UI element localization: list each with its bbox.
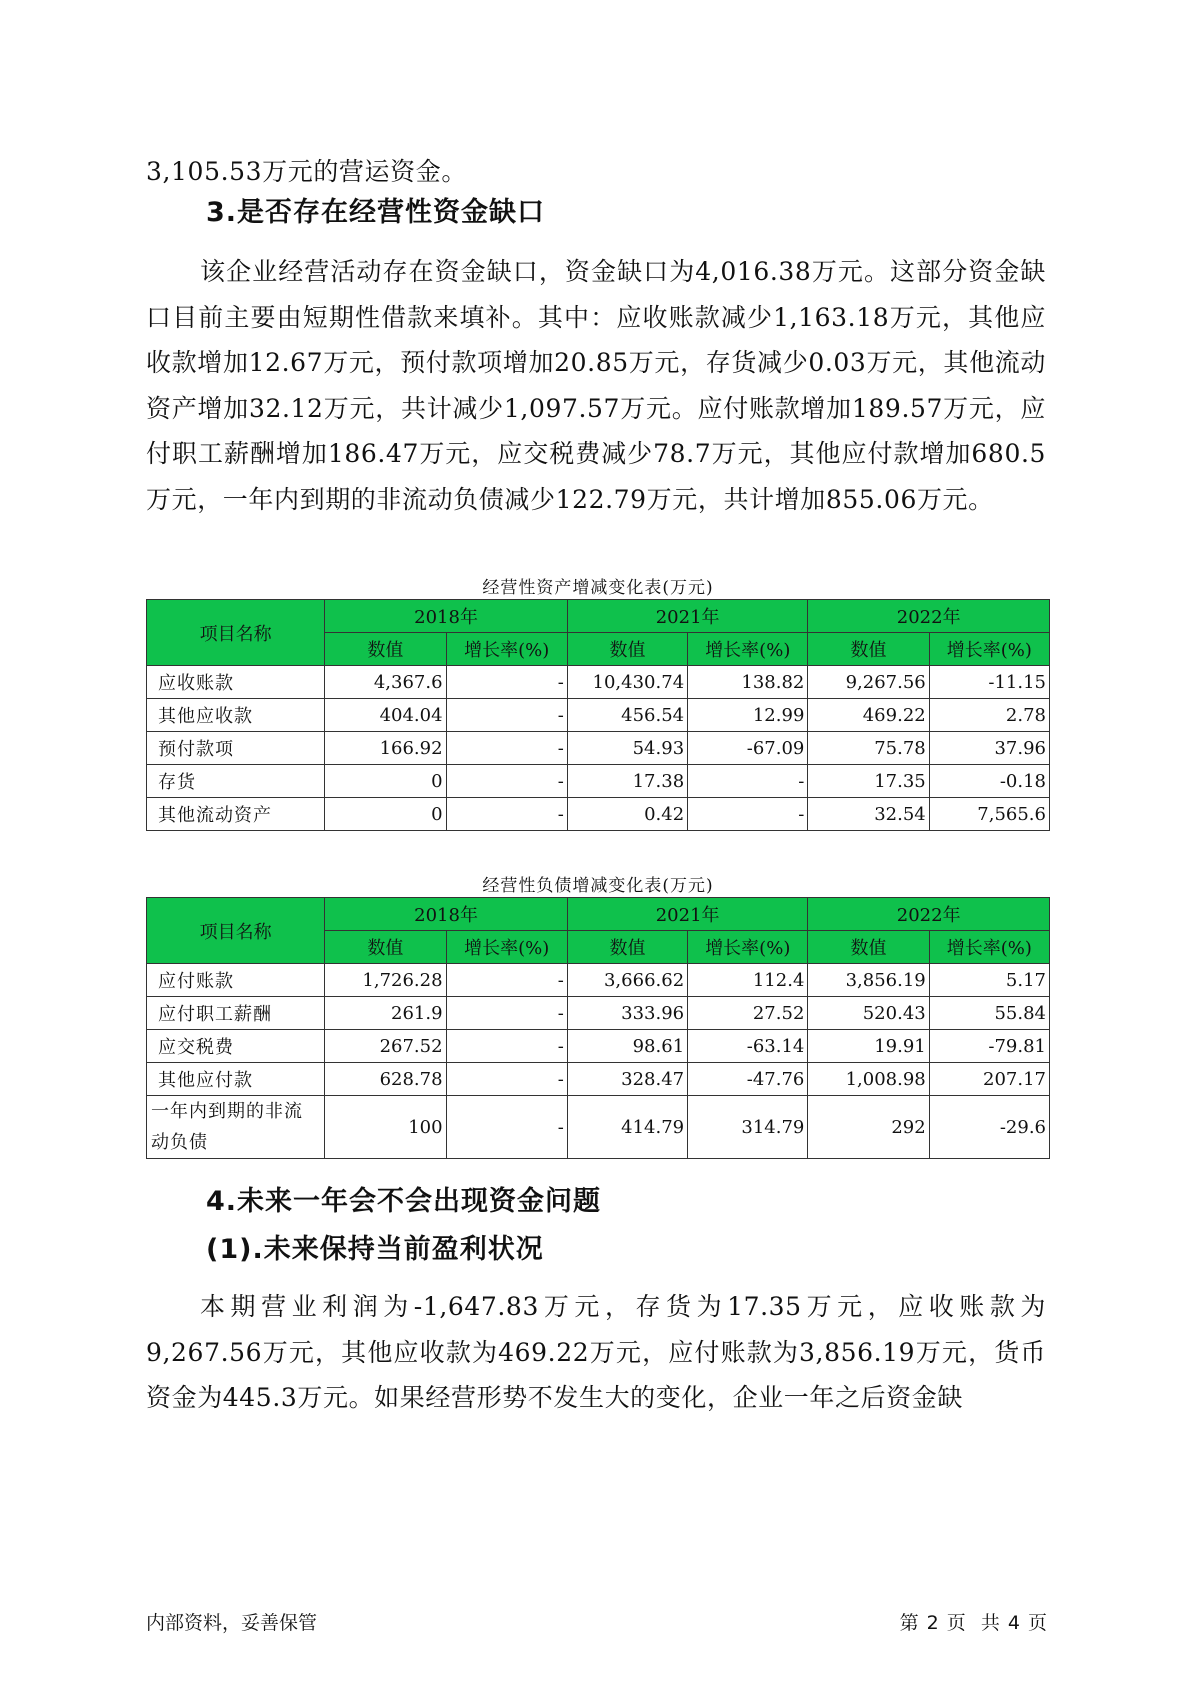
- table-row: [147, 997, 1050, 1030]
- value-2018: 261.9: [325, 997, 446, 1030]
- growth-2018: -: [446, 1030, 567, 1063]
- value-2021: 54.93: [567, 732, 687, 765]
- value-2022: 292: [808, 1096, 929, 1159]
- footer-page-number: 第 2 页 共 4 页: [899, 1612, 1048, 1634]
- table2-sub-value: 数值: [567, 931, 687, 964]
- growth-2018: -: [446, 997, 567, 1030]
- row-name: 预付款项: [147, 732, 325, 765]
- growth-2022: 7,565.6: [929, 798, 1049, 831]
- value-2018: 0: [325, 765, 446, 798]
- table-row: [147, 765, 1050, 798]
- row-name: 应交税费: [147, 1030, 325, 1063]
- growth-2021: -63.14: [688, 1030, 808, 1063]
- value-2022: 19.91: [808, 1030, 929, 1063]
- table2-sub-growth: 增长率(%): [929, 931, 1049, 964]
- value-2022: 9,267.56: [808, 666, 929, 699]
- table-row: [147, 1030, 1050, 1063]
- liability-change-table: [146, 897, 1050, 1159]
- subsection-heading-4-1: (1).未来保持当前盈利状况: [206, 1234, 544, 1265]
- table1-sub-growth: 增长率(%): [446, 633, 567, 666]
- asset-change-table: [146, 599, 1050, 831]
- growth-2018: -: [446, 765, 567, 798]
- growth-2018: -: [446, 1063, 567, 1096]
- value-2022: 469.22: [808, 699, 929, 732]
- growth-2022: -29.6: [929, 1096, 1049, 1159]
- table1-year-2021: 2021年: [567, 600, 808, 633]
- table1-sub-growth: 增长率(%): [929, 633, 1049, 666]
- table-row: [147, 699, 1050, 732]
- growth-2021: -: [688, 765, 808, 798]
- table1-year-2022: 2022年: [808, 600, 1050, 633]
- value-2021: 414.79: [567, 1096, 687, 1159]
- value-2018: 4,367.6: [325, 666, 446, 699]
- value-2018: 100: [325, 1096, 446, 1159]
- row-name: 存货: [147, 765, 325, 798]
- section-heading-4: 4.未来一年会不会出现资金问题: [206, 1186, 602, 1217]
- growth-2022: 55.84: [929, 997, 1049, 1030]
- growth-2018: -: [446, 964, 567, 997]
- growth-2022: -11.15: [929, 666, 1049, 699]
- table-row: [147, 666, 1050, 699]
- row-name: 应付账款: [147, 964, 325, 997]
- table2-year-2022: 2022年: [808, 898, 1050, 931]
- table1-sub-growth: 增长率(%): [688, 633, 808, 666]
- table-row: [147, 1063, 1050, 1096]
- table2-sub-growth: 增长率(%): [446, 931, 567, 964]
- table1-sub-value: 数值: [567, 633, 687, 666]
- paragraph-working-capital: 3,105.53万元的营运资金。: [146, 157, 467, 186]
- table1-sub-value: 数值: [808, 633, 929, 666]
- value-2022: 32.54: [808, 798, 929, 831]
- value-2018: 1,726.28: [325, 964, 446, 997]
- footer-confidential-note: 内部资料，妥善保管: [146, 1612, 318, 1634]
- paragraph-future-outlook: 本期营业利润为-1,647.83万元，存货为17.35万元，应收账款为9,267.56万元，其他应收款为469.22万元，应付账款为3,856.19万元，货币资金为445.3万元。如果经营形势不发生大的变化，企业一年之后资金缺: [146, 1292, 1046, 1413]
- value-2021: 333.96: [567, 997, 687, 1030]
- table1-year-2018: 2018年: [325, 600, 568, 633]
- value-2018: 267.52: [325, 1030, 446, 1063]
- growth-2021: 27.52: [688, 997, 808, 1030]
- growth-2018: -: [446, 732, 567, 765]
- table1-item-header: 项目名称: [147, 600, 325, 666]
- growth-2021: -47.76: [688, 1063, 808, 1096]
- growth-2022: 207.17: [929, 1063, 1049, 1096]
- value-2021: 98.61: [567, 1030, 687, 1063]
- value-2022: 520.43: [808, 997, 929, 1030]
- table2-sub-growth: 增长率(%): [688, 931, 808, 964]
- growth-2022: 5.17: [929, 964, 1049, 997]
- growth-2021: 314.79: [688, 1096, 808, 1159]
- value-2018: 404.04: [325, 699, 446, 732]
- table2-caption: 经营性负债增减变化表(万元): [482, 876, 714, 896]
- row-name: 其他应收款: [147, 699, 325, 732]
- table2-item-header: 项目名称: [147, 898, 325, 964]
- row-name: 其他应付款: [147, 1063, 325, 1096]
- value-2021: 10,430.74: [567, 666, 687, 699]
- growth-2022: 37.96: [929, 732, 1049, 765]
- table1-caption: 经营性资产增减变化表(万元): [482, 578, 714, 598]
- row-name: 应付职工薪酬: [147, 997, 325, 1030]
- growth-2022: -0.18: [929, 765, 1049, 798]
- growth-2018: -: [446, 1096, 567, 1159]
- value-2018: 628.78: [325, 1063, 446, 1096]
- paragraph-funding-gap: 该企业经营活动存在资金缺口，资金缺口为4,016.38万元。这部分资金缺口目前主要由短期性借款来填补。其中：应收账款减少1,163.18万元，其他应收款增加12.67万元，预付款项增加20.85万元，存货减少0.03万元，其他流动资产增加32.12万元，共计减少1,097.57万元。应付账款增加189.57万元，应付职工薪酬增加186.47万元，应交税费减少78.7万元，其他应付款增加680.5万元，一年内到期的非流动负债减少122.79万元，共计增加855.06万元。: [146, 257, 1046, 514]
- value-2021: 3,666.62: [567, 964, 687, 997]
- row-name: 应收账款: [147, 666, 325, 699]
- value-2022: 75.78: [808, 732, 929, 765]
- value-2021: 328.47: [567, 1063, 687, 1096]
- table2-sub-value: 数值: [325, 931, 446, 964]
- value-2022: 17.35: [808, 765, 929, 798]
- value-2021: 0.42: [567, 798, 687, 831]
- growth-2018: -: [446, 699, 567, 732]
- table1-sub-value: 数值: [325, 633, 446, 666]
- value-2022: 1,008.98: [808, 1063, 929, 1096]
- growth-2018: -: [446, 666, 567, 699]
- table-row: [147, 798, 1050, 831]
- value-2018: 166.92: [325, 732, 446, 765]
- growth-2021: 12.99: [688, 699, 808, 732]
- value-2021: 17.38: [567, 765, 687, 798]
- value-2018: 0: [325, 798, 446, 831]
- table2-year-2018: 2018年: [325, 898, 568, 931]
- table-row: [147, 1096, 1050, 1159]
- growth-2021: 138.82: [688, 666, 808, 699]
- table-row: [147, 732, 1050, 765]
- growth-2022: 2.78: [929, 699, 1049, 732]
- table2-sub-value: 数值: [808, 931, 929, 964]
- row-name: 其他流动资产: [147, 798, 325, 831]
- value-2022: 3,856.19: [808, 964, 929, 997]
- value-2021: 456.54: [567, 699, 687, 732]
- growth-2018: -: [446, 798, 567, 831]
- row-name: 一年内到期的非流动负债: [147, 1096, 325, 1159]
- table-row: [147, 964, 1050, 997]
- section-heading-3: 3.是否存在经营性资金缺口: [206, 197, 546, 228]
- growth-2021: 112.4: [688, 964, 808, 997]
- growth-2021: -: [688, 798, 808, 831]
- growth-2022: -79.81: [929, 1030, 1049, 1063]
- growth-2021: -67.09: [688, 732, 808, 765]
- table2-year-2021: 2021年: [567, 898, 808, 931]
